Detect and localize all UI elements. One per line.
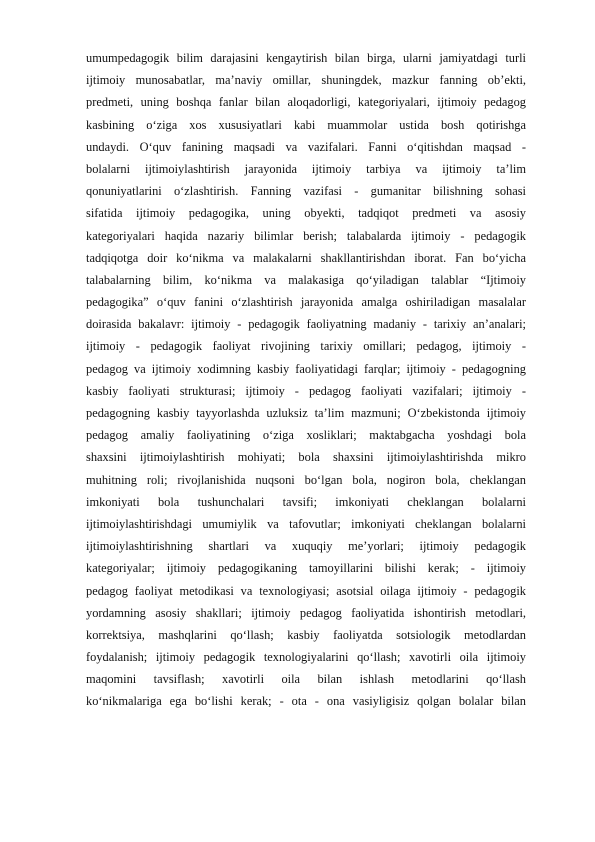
text-line: ijtimoiy munosabatlar, ma’naviy omillar, shuningdek, mazkur fanning ob’ekti, xyxy=(86,73,526,88)
text-line: foydalanish; ijtimoiy pedagogik texnologiyalarini qo‘llash; xavotirli oila ijtimoiy xyxy=(86,650,526,665)
text-line: ijtimoiylashtirishdagi umumiylik va tafovutlar; imkoniyati cheklangan bolalarni xyxy=(86,516,526,531)
text-line: tadqiqotga doir ko‘nikma va malakalarni shakllantirishdan iborat. Fan bo‘yicha xyxy=(86,250,526,265)
text-line: maqomini tavsiflash; xavotirli oila bilan ishlash metodlarini qo‘llash xyxy=(86,672,526,687)
text-line: ijtimoiy - pedagogik faoliyat rivojining tarixiy omillari; pedagog, ijtimoiy - xyxy=(86,339,526,354)
text-line: qonuniyatlarini o‘zlashtirish. Fanning vazifasi - gumanitar bilishning sohasi xyxy=(86,184,526,199)
text-line: doirasida bakalavr: ijtimoiy - pedagogik faoliyatning madaniy - tarixiy an’analari; xyxy=(86,317,526,332)
text-line: undaydi. O‘quv fanining maqsadi va vazifalari. Fanni o‘qitishdan maqsad - xyxy=(86,139,526,154)
text-line: predmeti, uning boshqa fanlar bilan aloqadorligi, kategoriyalari, ijtimoiy pedagog xyxy=(86,95,526,110)
text-line: yordamning asosiy shakllari; ijtimoiy pedagog faoliyatida ishontirish metodlari, xyxy=(86,605,526,620)
text-line: ijtimoiylashtirishning shartlari va xuquqiy me’yorlari; ijtimoiy pedagogik xyxy=(86,539,526,554)
text-line: pedagogning kasbiy tayyorlashda uzluksiz ta’lim mazmuni; O‘zbekistonda ijtimoiy xyxy=(86,406,526,420)
text-line: bolalarni ijtimoiylashtirish jarayonida ijtimoiy tarbiya va ijtimoiy ta’lim xyxy=(86,161,526,176)
text-line: pedagog amaliy faoliyatining o‘ziga xosliklari; maktabgacha yoshdagi bola xyxy=(86,428,526,443)
text-line: pedagog faoliyat metodikasi va texnologiyasi; asotsial oilaga ijtimoiy - pedagogik xyxy=(86,583,526,598)
text-line: kasbiy faoliyati strukturasi; ijtimoiy - pedagog faoliyati vazifalari; ijtimoiy - xyxy=(86,383,526,398)
body-text xyxy=(86,47,526,713)
text-line: shaxsini ijtimoiylashtirish mohiyati; bola shaxsini ijtimoiylashtirishda mikro xyxy=(86,450,526,465)
text-line: umumpedagogik bilim darajasini kengaytirish bilan birga, ularni jamiyatdagi turli xyxy=(86,51,526,65)
text-line: imkoniyati bola tushunchalari tavsifi; imkoniyati cheklangan bolalarni xyxy=(86,494,526,509)
text-line: pedagog va ijtimoiy xodimning kasbiy faoliyatidagi farqlar; ijtimoiy - pedagogning xyxy=(86,361,526,376)
text-line: talabalarning bilim, ko‘nikma va malakasiga qo‘yiladigan talablar “Ijtimoiy xyxy=(86,272,526,287)
text-line: pedagogika” o‘quv fanini o‘zlashtirish jarayonida amalga oshiriladigan masalalar xyxy=(86,295,526,310)
text-line: kasbining o‘ziga xos xususiyatlari kabi muammolar ustida bosh qotirishga xyxy=(86,117,526,132)
text-line: korrektsiya, mashqlarini qo‘llash; kasbiy faoliyatda sotsiologik metodlardan xyxy=(86,627,526,642)
text-line: kategoriyalar; ijtimoiy pedagogikaning tamoyillarini bilishi kerak; - ijtimoiy xyxy=(86,561,526,576)
text-line: sifatida ijtimoiy pedagogika, uning obyekti, tadqiqot predmeti va asosiy xyxy=(86,206,526,221)
text-line: muhitning roli; rivojlanishida nuqsoni bo‘lgan bola, nogiron bola, cheklangan xyxy=(86,472,526,487)
text-line: ko‘nikmalariga ega bo‘lishi kerak; - ota - ona vasiyligisiz qolgan bolalar bilan xyxy=(86,694,526,709)
text-line: kategoriyalari haqida nazariy bilimlar berish; talabalarda ijtimoiy - pedagogik xyxy=(86,228,526,243)
